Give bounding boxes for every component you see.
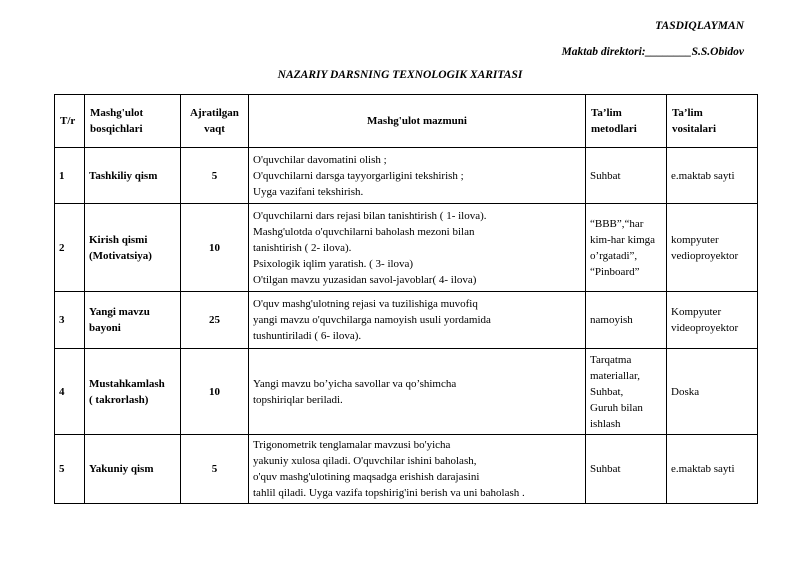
content-cell-line: O'quvchilar davomatini olish ; [253, 153, 387, 166]
time-cell: 5 [181, 148, 249, 204]
content-cell-line: Uyga vazifani tekshirish. [253, 185, 364, 198]
row-number: 1 [55, 148, 85, 204]
time-cell: 10 [181, 204, 249, 292]
table-row [55, 204, 758, 292]
header-stage-line: Mashg'ulot [90, 107, 144, 119]
header-time-line: vaqt [204, 123, 225, 135]
method-cell-line: “Pinboard” [590, 265, 640, 278]
row-number: 3 [55, 292, 85, 349]
tool-cell-line: e.maktab sayti [671, 463, 735, 475]
stage-cell-line: Mustahkamlash [89, 377, 165, 390]
stage-cell-line: Yakuniy qism [89, 463, 154, 475]
table-row [55, 349, 758, 435]
header-method [586, 95, 667, 148]
tool-cell-line: vedioproyektor [671, 249, 739, 262]
content-cell-line: O'quv mashg'ulotning rejasi va tuzilishiga muvofiq [253, 298, 478, 310]
director-signature-line: Maktab direktori:________S.S.Obidov [561, 46, 744, 58]
table-row [55, 292, 758, 349]
content-cell-line: O'tilgan mavzu yuzasidan savol-javoblar( 4- ilova) [253, 273, 477, 286]
header-time [181, 95, 249, 148]
method-cell [586, 435, 667, 504]
approval-heading: TASDIQLAYMAN [655, 20, 744, 32]
content-cell [249, 292, 586, 349]
table-row [55, 435, 758, 504]
method-cell-line: namoyish [590, 314, 633, 326]
content-cell-line: tushuntiriladi ( 6- ilova). [253, 330, 362, 342]
tool-cell [667, 204, 758, 292]
tool-cell-line: Doska [671, 385, 700, 398]
stage-cell-line: (Motivatsiya) [89, 249, 152, 262]
table-body [55, 148, 758, 504]
content-cell-line: topshiriqlar beriladi. [253, 393, 343, 406]
method-cell [586, 204, 667, 292]
technology-map-table [54, 94, 758, 504]
method-cell-line: o’rgatadi”, [590, 249, 638, 262]
content-cell-line: O'quvchilarni dars rejasi bilan tanishtirish ( 1- ilova). [253, 209, 487, 222]
method-cell-line: Suhbat, [590, 385, 624, 398]
stage-cell-line: ( takrorlash) [89, 393, 149, 406]
row-number: 2 [55, 204, 85, 292]
content-cell-line: yakuniy xulosa qiladi. O'quvchilar ishini baholash, [253, 455, 477, 467]
tool-cell-line: e.maktab sayti [671, 169, 735, 182]
content-cell-line: yangi mavzu o'quvchilarga namoyish usuli yordamida [253, 314, 491, 326]
stage-cell [85, 349, 181, 435]
tool-cell [667, 292, 758, 349]
content-cell-line: Psixologik iqlim yaratish. ( 3- ilova) [253, 257, 414, 270]
stage-cell-line: Tashkiliy qism [89, 169, 158, 182]
header-method-line: Ta’lim [591, 107, 622, 119]
method-cell-line: Suhbat [590, 169, 621, 182]
table-header-row [55, 95, 758, 148]
content-cell-line: Mashg'ulotda o'quvchilarni baholash mezoni bilan [253, 225, 475, 238]
tool-cell-line: kompyuter [671, 233, 719, 246]
method-cell-line: Suhbat [590, 463, 621, 475]
header-time-line: Ajratilgan [190, 107, 239, 119]
content-cell-line: Yangi mavzu bo’yicha savollar va qo’shimcha [253, 377, 457, 390]
header-tool-line: vositalari [672, 123, 716, 135]
method-cell-line: Guruh bilan [590, 401, 643, 414]
time-cell: 10 [181, 349, 249, 435]
method-cell-line: kim-har kimga [590, 233, 656, 246]
method-cell-line: “BBB”,“har [590, 217, 644, 230]
row-number: 4 [55, 349, 85, 435]
content-cell [249, 435, 586, 504]
stage-cell [85, 435, 181, 504]
stage-cell-line: Kirish qismi [89, 233, 148, 246]
tool-cell [667, 148, 758, 204]
method-cell [586, 349, 667, 435]
stage-cell-line: bayoni [89, 322, 121, 334]
tool-cell [667, 349, 758, 435]
stage-cell [85, 148, 181, 204]
row-number: 5 [55, 435, 85, 504]
tool-cell-line: Kompyuter [671, 306, 722, 318]
header-method-line: metodlari [591, 123, 637, 135]
stage-cell-line: Yangi mavzu [89, 306, 150, 318]
content-cell [249, 204, 586, 292]
header-stage-line: bosqichlari [90, 123, 143, 135]
header-content: Mashg'ulot mazmuni [249, 95, 586, 148]
time-cell: 5 [181, 435, 249, 504]
stage-cell [85, 204, 181, 292]
content-cell-line: o'quv mashg'ulotining maqsadga erishish darajasini [253, 471, 480, 483]
time-cell: 25 [181, 292, 249, 349]
header-tool [667, 95, 758, 148]
tool-cell-line: videoproyektor [671, 322, 739, 334]
content-cell-line: tanishtirish ( 2- ilova). [253, 241, 352, 254]
method-cell [586, 148, 667, 204]
method-cell [586, 292, 667, 349]
content-cell-line: Trigonometrik tenglamalar mavzusi bo'yicha [253, 439, 451, 451]
header-stage [85, 95, 181, 148]
method-cell-line: materiallar, [590, 369, 640, 382]
stage-cell [85, 292, 181, 349]
content-cell [249, 349, 586, 435]
method-cell-line: Tarqatma [590, 353, 632, 366]
table-row [55, 148, 758, 204]
header-num: T/r [55, 95, 85, 148]
document-title: NAZARIY DARSNING TEXNOLOGIK XARITASI [277, 69, 523, 81]
method-cell-line: ishlash [590, 417, 621, 430]
content-cell-line: tahlil qiladi. Uyga vazifa topshirig'ini berish va uni baholash . [253, 487, 525, 499]
content-cell-line: O'quvchilarni darsga tayyorgarligini tekshirish ; [253, 169, 464, 182]
tool-cell [667, 435, 758, 504]
content-cell [249, 148, 586, 204]
header-tool-line: Ta’lim [672, 107, 703, 119]
